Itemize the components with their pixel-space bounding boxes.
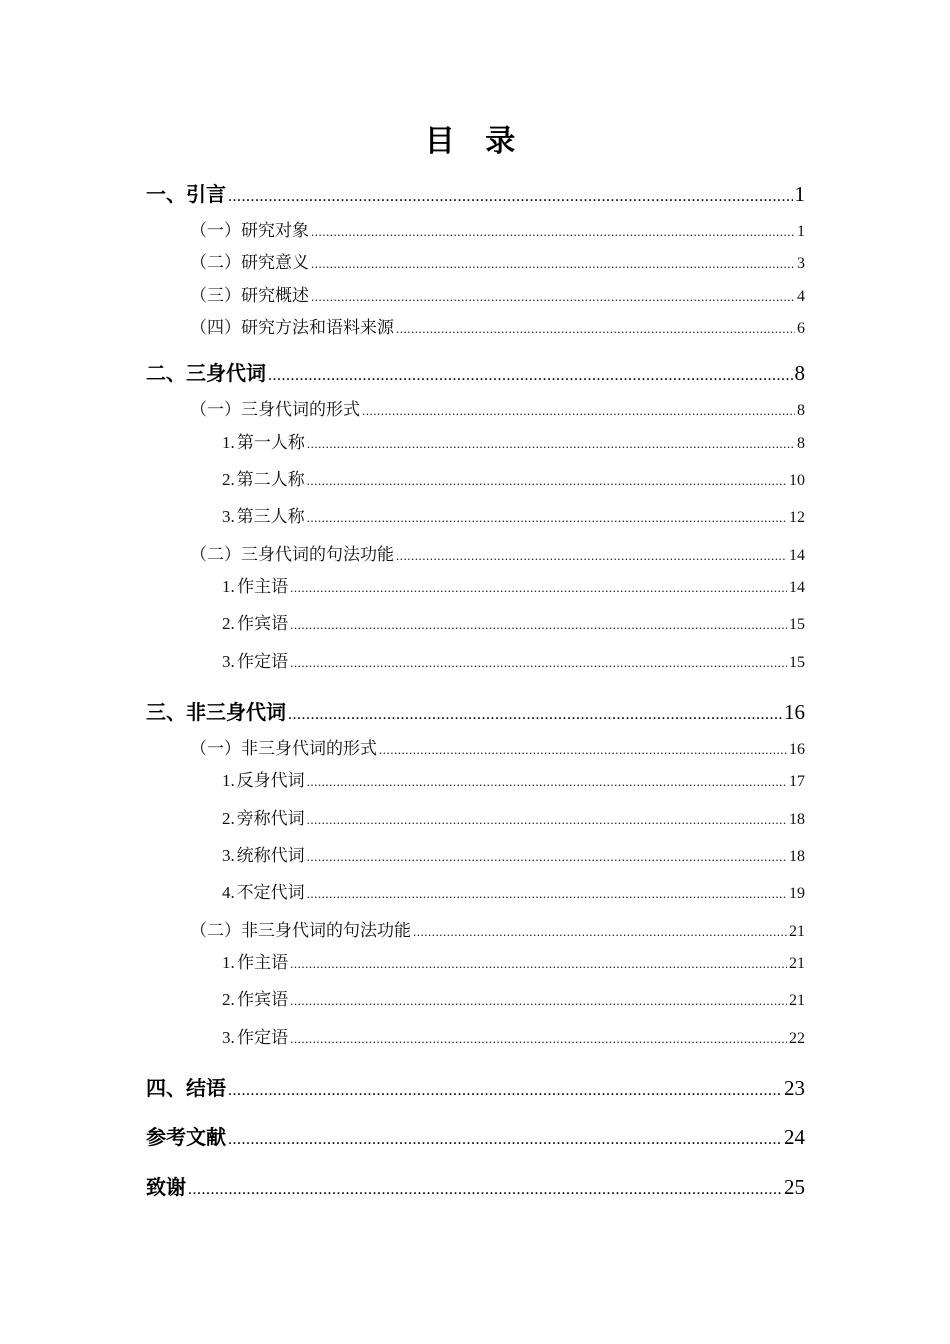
toc-entry-label: 致谢	[146, 1175, 186, 1199]
toc-entry-label: 三身代词的句法功能	[241, 545, 394, 565]
toc-entry[interactable]	[190, 248, 805, 273]
dot-leader	[307, 510, 787, 526]
toc-entry-number: 三、	[146, 700, 186, 724]
toc-entry-page: 3	[797, 255, 805, 272]
toc-entry[interactable]	[146, 1072, 805, 1101]
toc-entry-number: （一）	[190, 221, 241, 241]
toc-entry-label: 反身代词	[236, 771, 305, 791]
toc-entry-label: 研究方法和语料来源	[241, 318, 394, 338]
toc-entry-page: 14	[789, 547, 805, 564]
toc-entry-number: 2.	[222, 614, 235, 633]
toc-entry-page: 18	[789, 811, 805, 828]
toc-entry-label: 非三身代词的句法功能	[241, 921, 411, 941]
toc-entry-number: 3.	[222, 846, 235, 865]
toc-entry-label: 第一人称	[236, 433, 305, 453]
toc-entry-page: 21	[789, 955, 805, 972]
toc-entry-page: 16	[784, 700, 805, 724]
toc-entry-number: 3.	[222, 652, 235, 671]
toc-entry[interactable]	[190, 216, 805, 241]
toc-entry[interactable]	[222, 766, 805, 791]
toc-entry[interactable]	[190, 734, 805, 759]
toc-entry-label: 作宾语	[237, 990, 289, 1010]
dot-leader	[290, 956, 787, 972]
toc-entry-label: 第三人称	[236, 507, 305, 527]
toc-entry[interactable]	[146, 178, 805, 207]
dot-leader	[290, 617, 787, 633]
toc-entry-label: 旁称代词	[236, 809, 305, 829]
toc-entry-page: 8	[797, 435, 805, 452]
toc-entry-page: 23	[784, 1076, 805, 1100]
toc-entry-label: 非三身代词	[186, 700, 286, 724]
toc-entry-label: 结语	[186, 1076, 226, 1100]
toc-entry[interactable]	[222, 609, 805, 634]
dot-leader	[290, 655, 787, 671]
toc-entry-label: 参考文献	[146, 1125, 226, 1149]
toc-entry[interactable]	[146, 696, 805, 725]
toc-entry-page: 6	[797, 320, 805, 337]
toc-entry[interactable]	[222, 572, 805, 597]
toc-entry-number: 二、	[146, 361, 186, 385]
dot-leader	[188, 1181, 782, 1199]
toc-entry-number: 一、	[146, 182, 186, 206]
toc-entry-label: 研究意义	[241, 253, 309, 273]
toc-entry[interactable]	[222, 647, 805, 672]
toc-entry-number: 2.	[222, 809, 235, 828]
toc-entry-page: 17	[789, 773, 805, 790]
toc-entry-label: 统称代词	[236, 846, 305, 866]
dot-leader	[307, 436, 795, 452]
toc-entry[interactable]	[222, 948, 805, 973]
dot-leader	[228, 1131, 782, 1149]
dot-leader	[311, 256, 795, 272]
toc-entry-page: 21	[789, 992, 805, 1009]
toc-entry-page: 1	[794, 182, 805, 206]
toc-entry-number: （四）	[190, 318, 241, 338]
toc-entry[interactable]	[222, 502, 805, 527]
toc-entry-number: 四、	[146, 1076, 186, 1100]
toc-entry-label: 作定语	[237, 652, 289, 672]
toc-entry[interactable]	[222, 878, 805, 903]
toc-entry-page: 4	[797, 288, 805, 305]
toc-entry-label: 第二人称	[236, 470, 305, 490]
toc-entry[interactable]	[222, 1023, 805, 1048]
dot-leader	[228, 1082, 782, 1100]
dot-leader	[290, 1031, 787, 1047]
toc-entry-number: 3.	[222, 1028, 235, 1047]
toc-entry-label: 不定代词	[236, 883, 305, 903]
toc-entry-page: 1	[797, 223, 805, 240]
toc-entry-number: 1.	[222, 577, 235, 596]
dot-leader	[379, 742, 787, 758]
toc-entry[interactable]	[146, 1121, 805, 1150]
toc-entry-label: 三身代词	[186, 361, 266, 385]
dot-leader	[290, 993, 787, 1009]
dot-leader	[413, 924, 787, 940]
toc-entry-page: 18	[789, 848, 805, 865]
toc-entry[interactable]	[222, 804, 805, 829]
toc-entry-page: 25	[784, 1175, 805, 1199]
toc-entry[interactable]	[222, 465, 805, 490]
toc-entry-page: 10	[789, 472, 805, 489]
toc-entry-page: 24	[784, 1125, 805, 1149]
toc-entry-page: 21	[789, 923, 805, 940]
toc-entry[interactable]	[222, 428, 805, 453]
dot-leader	[228, 188, 793, 206]
toc-entry[interactable]	[190, 313, 805, 338]
toc-entry-number: 1.	[222, 433, 235, 452]
toc-entry-page: 19	[789, 885, 805, 902]
toc-entry-page: 8	[794, 361, 805, 385]
toc-entry[interactable]	[190, 281, 805, 306]
dot-leader	[307, 849, 787, 865]
dot-leader	[311, 224, 795, 240]
toc-entry-label: 作宾语	[237, 614, 289, 634]
toc-entry-label: 作主语	[237, 953, 289, 973]
dot-leader	[362, 403, 795, 419]
toc-entry[interactable]	[190, 916, 805, 941]
toc-entry-page: 22	[789, 1030, 805, 1047]
dot-leader	[288, 706, 782, 724]
toc-entry-number: 2.	[222, 470, 235, 489]
dot-leader	[307, 812, 787, 828]
toc-entry-number: （一）	[190, 739, 241, 759]
toc-entry-number: 1.	[222, 771, 235, 790]
toc-entry-number: （三）	[190, 286, 241, 306]
toc-entry-number: （二）	[190, 253, 241, 273]
toc-entry[interactable]	[190, 540, 805, 565]
toc-entry-number: 3.	[222, 507, 235, 526]
toc-entry-page: 15	[789, 616, 805, 633]
dot-leader	[307, 886, 787, 902]
toc-entry-label: 研究对象	[241, 221, 309, 241]
dot-leader	[396, 548, 787, 564]
dot-leader	[290, 580, 787, 596]
toc-entry-number: 2.	[222, 990, 235, 1009]
toc-entry-page: 16	[789, 741, 805, 758]
toc-entry[interactable]	[146, 357, 805, 386]
toc-entry-page: 14	[789, 579, 805, 596]
dot-leader	[396, 321, 795, 337]
toc-entry-number: （一）	[190, 400, 241, 420]
toc-entry[interactable]	[222, 841, 805, 866]
toc-entry-page: 12	[789, 509, 805, 526]
toc-entry-number: 4.	[222, 883, 235, 902]
toc-entry-page: 15	[789, 654, 805, 671]
toc-entry-label: 非三身代词的形式	[241, 739, 377, 759]
toc-entry-label: 引言	[186, 182, 226, 206]
toc-entry[interactable]	[146, 1171, 805, 1200]
toc-entry-label: 三身代词的形式	[241, 400, 360, 420]
toc-entry-page: 8	[797, 402, 805, 419]
dot-leader	[307, 774, 787, 790]
toc-entry[interactable]	[190, 395, 805, 420]
toc-title: 目 录	[424, 124, 526, 159]
dot-leader	[311, 289, 795, 305]
dot-leader	[268, 367, 793, 385]
toc-entry-label: 作定语	[237, 1028, 289, 1048]
dot-leader	[307, 473, 787, 489]
toc-entry-number: 1.	[222, 953, 235, 972]
toc-entry-number: （二）	[190, 545, 241, 565]
toc-entry[interactable]	[222, 985, 805, 1010]
toc-entry-label: 作主语	[237, 577, 289, 597]
toc-entry-label: 研究概述	[241, 286, 309, 306]
toc-entry-number: （二）	[190, 921, 241, 941]
